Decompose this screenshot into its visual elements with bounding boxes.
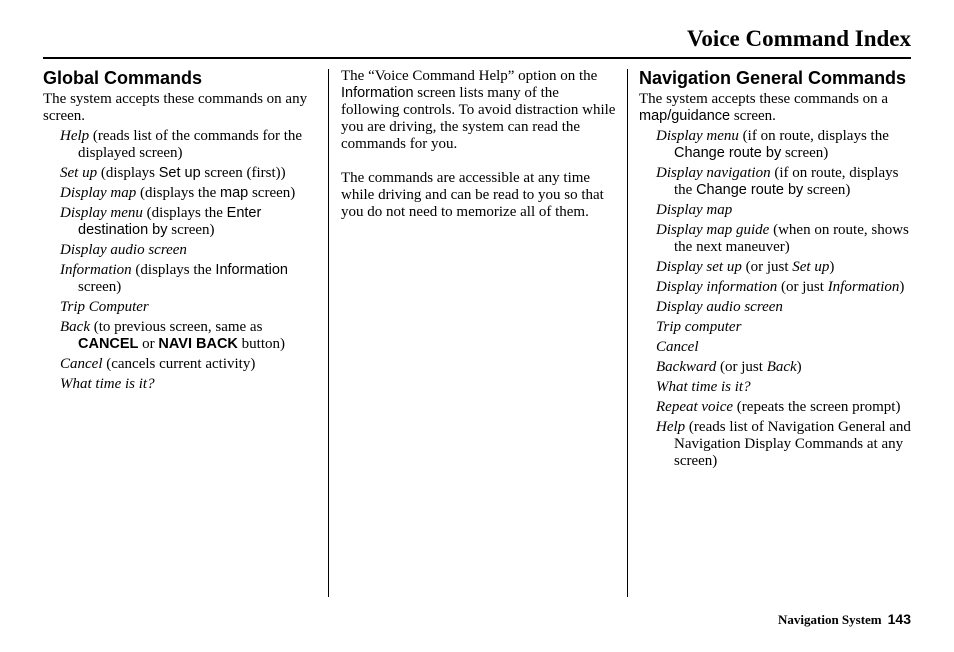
command-item xyxy=(656,339,911,356)
command-item xyxy=(656,299,911,316)
command-name: Help xyxy=(656,419,686,435)
command-name: Help xyxy=(60,128,90,144)
command-item xyxy=(656,379,911,396)
page-number: 143 xyxy=(887,611,911,627)
description-text: The commands are accessible at any time while driving and can be read to you so that you do not need to memorize all of them. xyxy=(341,170,604,220)
screen-name: Change route by xyxy=(696,182,804,198)
description-text: button) xyxy=(237,336,285,352)
navigation-commands-intro xyxy=(639,91,911,125)
command-name: Set up xyxy=(60,165,98,181)
button-name: NAVI BACK xyxy=(158,336,238,352)
description-text: ) xyxy=(899,279,905,295)
global-commands-intro: The system accepts these commands on any screen. xyxy=(43,91,308,124)
command-item xyxy=(656,359,911,376)
command-item xyxy=(656,399,911,416)
command-item xyxy=(656,128,911,162)
description-text: (cancels current activity) xyxy=(102,356,256,372)
description-text: (when on route, shows the next maneuver) xyxy=(674,222,909,255)
command-name: Backward xyxy=(656,359,717,375)
command-item xyxy=(60,376,323,393)
command-name: Display audio screen xyxy=(656,299,783,315)
description-text: (displays the xyxy=(131,262,216,278)
command-name: Display map xyxy=(656,202,733,218)
description-text: (reads list of the commands for the displayed screen) xyxy=(78,128,303,161)
command-item xyxy=(656,319,911,336)
screen-name: Information xyxy=(341,85,414,101)
command-item xyxy=(60,128,323,162)
command-name: Display information xyxy=(656,279,778,295)
command-item xyxy=(60,356,323,373)
help-paragraphs xyxy=(341,68,619,221)
command-name: Display map guide xyxy=(656,222,770,238)
description-text: screen (first)) xyxy=(200,165,286,181)
command-name: Display navigation xyxy=(656,165,771,181)
command-name: Set up xyxy=(792,259,830,275)
page-title: Voice Command Index xyxy=(686,26,911,51)
command-item xyxy=(60,242,323,259)
screen-name: map/guidance xyxy=(639,108,731,124)
command-name: Back xyxy=(766,359,797,375)
command-name: Trip Computer xyxy=(60,299,149,315)
command-name: Back xyxy=(60,319,90,335)
description-text: (if on route, displays the xyxy=(674,165,899,198)
command-name: Cancel xyxy=(656,339,699,355)
global-commands-list xyxy=(43,128,323,393)
description-text: (to previous screen, same as xyxy=(89,319,263,335)
command-item xyxy=(656,259,911,276)
navigation-commands-heading: Navigation General Commands xyxy=(639,68,907,88)
description-text: (or just xyxy=(777,279,828,295)
screen-name: Change route by xyxy=(674,145,782,161)
description-text: (displays xyxy=(97,165,159,181)
command-item xyxy=(60,319,323,353)
command-name: Display map xyxy=(60,185,137,201)
description-text: (reads list of Navigation General and Navigation Display Commands at any screen) xyxy=(674,419,911,469)
screen-name: map xyxy=(220,185,249,201)
description-text: The system accepts these commands on a xyxy=(639,91,889,107)
command-name: Cancel xyxy=(60,356,103,372)
description-text: ) xyxy=(829,259,835,275)
description-text: (repeats the screen prompt) xyxy=(733,399,901,415)
description-text: screen. xyxy=(730,108,776,124)
description-text: or xyxy=(138,336,159,352)
command-item xyxy=(656,222,911,256)
command-name: Information xyxy=(60,262,132,278)
command-item xyxy=(60,299,323,316)
button-name: CANCEL xyxy=(78,336,139,352)
description-text: ) xyxy=(796,359,802,375)
help-info-column xyxy=(341,68,619,238)
column-divider-1 xyxy=(328,69,329,597)
command-item xyxy=(60,205,323,239)
description-text: (or just xyxy=(716,359,767,375)
help-paragraph xyxy=(341,170,619,221)
command-item xyxy=(60,185,323,202)
command-item xyxy=(60,262,323,296)
global-commands-column xyxy=(43,68,323,396)
command-name: Display audio screen xyxy=(60,242,187,258)
command-name: Display set up xyxy=(656,259,742,275)
command-item xyxy=(656,279,911,296)
screen-name: Information xyxy=(215,262,288,278)
description-text: screen) xyxy=(781,145,829,161)
description-text: screen) xyxy=(78,279,122,295)
command-name: Display menu xyxy=(656,128,739,144)
command-name: Display menu xyxy=(60,205,143,221)
footer-label: Navigation System xyxy=(778,612,882,627)
navigation-commands-list xyxy=(639,128,911,470)
page-footer xyxy=(778,611,911,628)
screen-name: Set up xyxy=(158,165,201,181)
navigation-commands-column xyxy=(639,68,911,473)
help-paragraph xyxy=(341,68,619,153)
description-text: screen) xyxy=(248,185,296,201)
description-text: screen lists many of the following controls. To avoid distraction while you are driving, the system can read the commands for you. xyxy=(341,85,616,152)
command-name: Repeat voice xyxy=(656,399,734,415)
description-text: (displays the xyxy=(142,205,227,221)
description-text: (if on route, displays the xyxy=(738,128,889,144)
description-text: (displays the xyxy=(136,185,220,201)
description-text: screen) xyxy=(803,182,851,198)
command-item xyxy=(60,165,323,182)
description-text: screen) xyxy=(167,222,215,238)
command-name: Trip computer xyxy=(656,319,742,335)
command-name: What time is it? xyxy=(656,379,751,395)
description-text: The “Voice Command Help” option on the xyxy=(341,68,598,84)
command-name: What time is it? xyxy=(60,376,155,392)
command-item xyxy=(656,202,911,219)
description-text: (or just xyxy=(741,259,793,275)
screen-name: Enter destination by xyxy=(78,205,262,238)
global-commands-heading: Global Commands xyxy=(43,68,203,88)
command-name: Information xyxy=(827,279,900,295)
title-divider xyxy=(43,57,911,59)
column-divider-2 xyxy=(627,69,628,597)
command-item xyxy=(656,419,911,470)
command-item xyxy=(656,165,911,199)
